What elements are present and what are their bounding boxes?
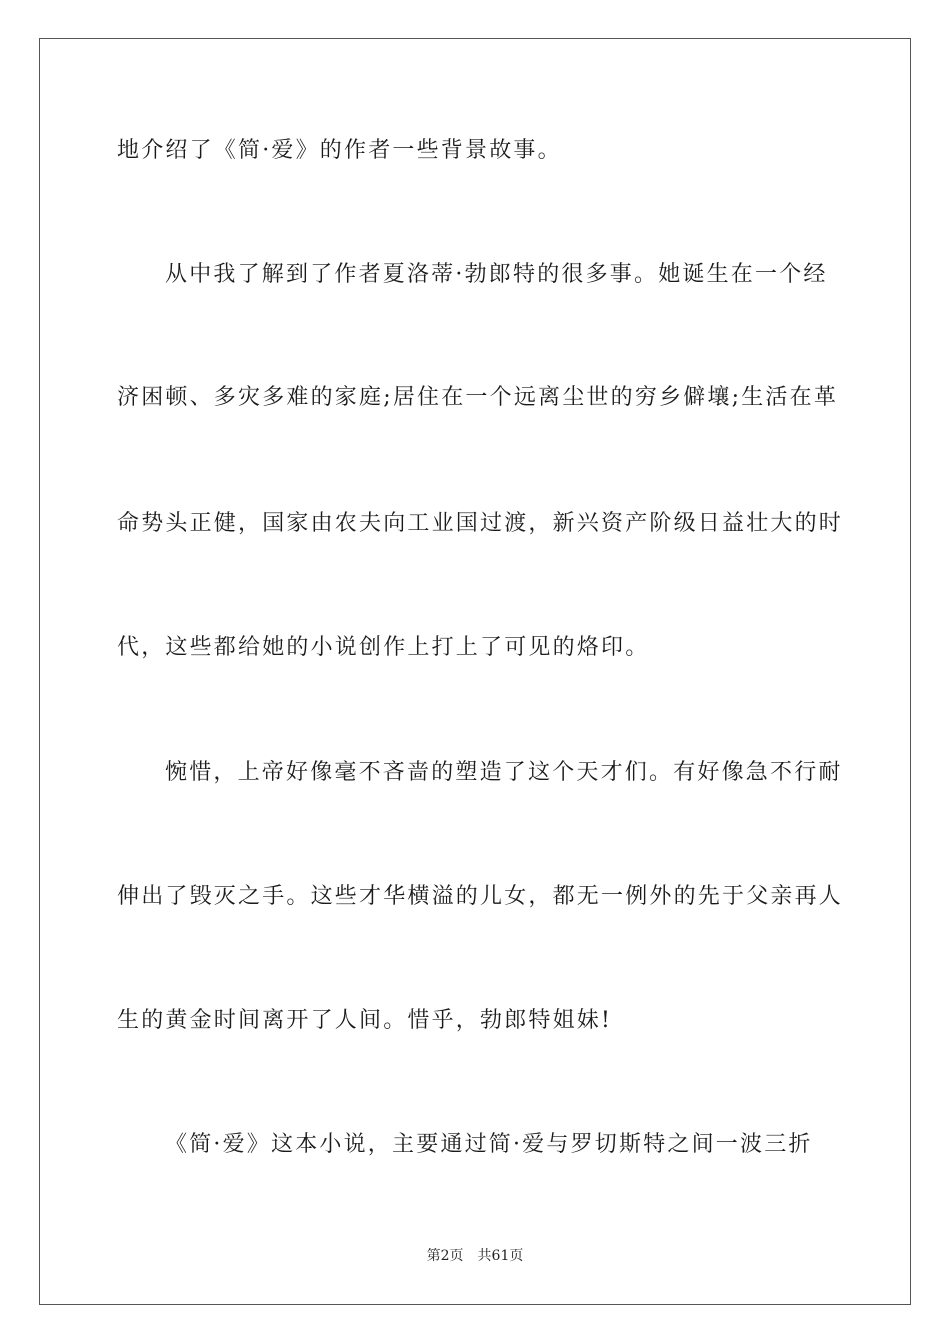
paragraph-first-line: 从中我了解到了作者夏洛蒂·勃郎特的很多事。她诞生在一个经 bbox=[165, 262, 828, 287]
total-pages: 共61页 bbox=[477, 1248, 524, 1264]
body-text-line: 地介绍了《简·爱》的作者一些背景故事。 bbox=[117, 138, 562, 163]
page-number: 第2页 bbox=[426, 1248, 464, 1264]
body-text-line: 济困顿、多灾多难的家庭;居住在一个远离尘世的穷乡僻壤;生活在革 bbox=[117, 385, 839, 410]
paragraph-first-line: 惋惜，上帝好像毫不吝啬的塑造了这个天才们。有好像急不行耐 bbox=[165, 760, 843, 785]
page-border bbox=[39, 38, 911, 1305]
paragraph-first-line: 《简·爱》这本小说，主要通过简·爱与罗切斯特之间一波三折 bbox=[165, 1132, 813, 1157]
body-text-line: 命势头正健，国家由农夫向工业国过渡，新兴资产阶级日益壮大的时 bbox=[117, 511, 844, 536]
page-footer bbox=[0, 1246, 950, 1266]
body-text-line: 伸出了毁灭之手。这些才华横溢的儿女，都无一例外的先于父亲再人 bbox=[117, 884, 844, 909]
body-text-line: 代，这些都给她的小说创作上打上了可见的烙印。 bbox=[117, 635, 650, 660]
body-text-line: 生的黄金时间离开了人间。惜乎，勃郎特姐妹! bbox=[117, 1008, 613, 1033]
